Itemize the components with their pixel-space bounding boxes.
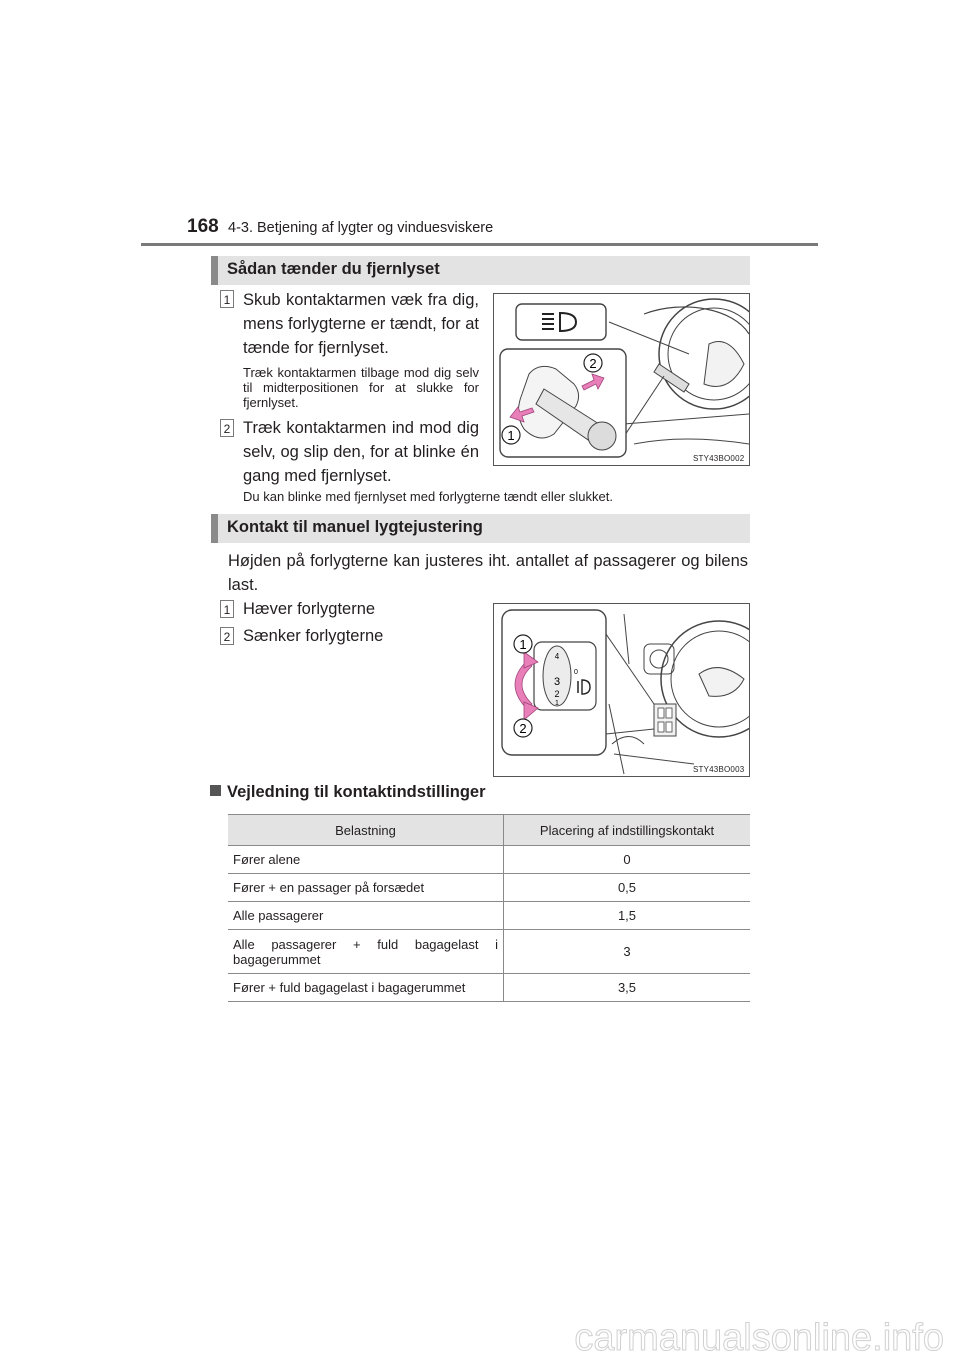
step-1-note: Træk kontaktarmen tilbage mod dig selv til midterpositionen for at slukke for fjernlyset.	[243, 365, 479, 410]
lower-text: Sænker forlygterne	[243, 627, 384, 645]
figure1-callout-1: 1	[507, 428, 515, 443]
chapter-title: 4-3. Betjening af lygter og vinduesviskere	[228, 220, 494, 236]
column-header-load: Belastning	[228, 815, 504, 846]
raise-text: Hæver forlygterne	[243, 600, 376, 618]
guide-heading-text: Vejledning til kontaktindstillinger	[227, 783, 486, 801]
dial-mark-3: 3	[553, 676, 561, 688]
figure1-callout-2: 2	[589, 356, 597, 371]
position-cell: 0,5	[504, 874, 751, 902]
load-cell: Fører alene	[228, 846, 504, 874]
dial-mark-4: 4	[554, 652, 560, 661]
step-number-2: 2	[220, 419, 234, 437]
position-cell: 0	[504, 846, 751, 874]
load-cell: Alle passagerer + fuld bagagelast i bagagerummet	[228, 930, 504, 974]
section-title: Sådan tænder du fjernlyset	[227, 260, 440, 278]
figure2-callout-2: 2	[519, 721, 527, 736]
dial-zero-mark: 0	[574, 669, 578, 676]
load-cell: Alle passagerer	[228, 902, 504, 930]
section-title: Kontakt til manuel lygtejustering	[227, 518, 483, 536]
flash-note: Du kan blinke med fjernlyset med forlygterne tændt eller slukket.	[243, 489, 613, 504]
step-2-text: Træk kontaktarmen ind mod dig selv, og slip den, for at blinke én gang med fjernlyset.	[243, 419, 479, 485]
leveling-intro: Højden på forlygterne kan justeres iht. antallet af passagerer og bilens last.	[228, 552, 748, 594]
position-cell: 3	[504, 930, 751, 974]
load-cell: Fører + en passager på forsædet	[228, 874, 504, 902]
page-number: 168	[187, 216, 219, 237]
position-cell: 3,5	[504, 974, 751, 1002]
figure1-code: STY43BO002	[693, 454, 745, 463]
step-number-1: 1	[220, 290, 234, 308]
item-number-2: 2	[220, 627, 234, 645]
step-1-text: Skub kontaktarmen væk fra dig, mens forlygterne er tændt, for at tænde for fjernlyset.	[243, 291, 479, 357]
dial-mark-2: 2	[554, 689, 560, 699]
position-cell: 1,5	[504, 902, 751, 930]
figure2-code: STY43BO003	[693, 765, 745, 774]
load-cell: Fører + fuld bagagelast i bagagerummet	[228, 974, 504, 1002]
dial-mark-1: 1	[555, 700, 559, 707]
figure2-callout-1: 1	[519, 637, 527, 652]
column-header-position: Placering af indstillingskontakt	[504, 815, 751, 846]
item-number-1: 1	[220, 600, 234, 618]
watermark-text: carmanualsonline.info	[574, 1317, 944, 1358]
